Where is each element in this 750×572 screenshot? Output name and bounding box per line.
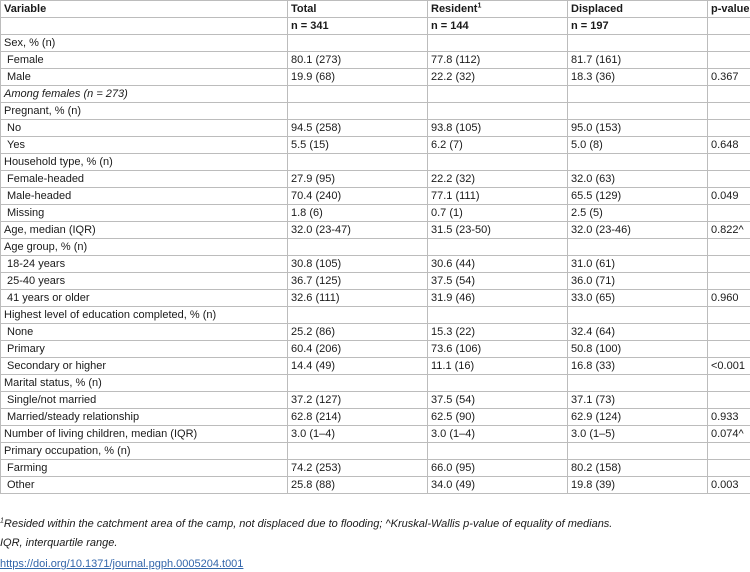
cell-total: 5.5 (15) [288,137,428,154]
cell-pvalue: 0.822^ [708,222,750,239]
row-label: Farming [1,460,288,477]
cell-pvalue [708,171,750,188]
row-label: Age, median (IQR) [1,222,288,239]
table-row [1,426,750,443]
table-row [1,188,750,205]
cell-total [288,103,428,120]
cell-total [288,443,428,460]
cell-resident: 11.1 (16) [428,358,568,375]
cell-pvalue [708,324,750,341]
cell-resident [428,239,568,256]
table-row [1,222,750,239]
cell-displaced: 19.8 (39) [568,477,708,494]
cell-displaced [568,443,708,460]
cell-displaced: 18.3 (36) [568,69,708,86]
cell-pvalue: <0.001 [708,358,750,375]
subheader-resident: n = 144 [428,18,568,35]
table-row [1,239,750,256]
cell-total [288,375,428,392]
cell-displaced [568,154,708,171]
header-total: Total [288,1,428,18]
table-row [1,154,750,171]
table-row [1,171,750,188]
header-variable: Variable [1,1,288,18]
cell-resident: 73.6 (106) [428,341,568,358]
cell-total: 70.4 (240) [288,188,428,205]
table-row [1,86,750,103]
cell-displaced: 32.4 (64) [568,324,708,341]
row-label: Number of living children, median (IQR) [1,426,288,443]
row-label: Marital status, % (n) [1,375,288,392]
row-label: Primary [1,341,288,358]
cell-pvalue [708,443,750,460]
table-row [1,307,750,324]
row-label: Married/steady relationship [1,409,288,426]
table-row [1,375,750,392]
cell-displaced: 95.0 (153) [568,120,708,137]
cell-pvalue: 0.003 [708,477,750,494]
row-label: Single/not married [1,392,288,409]
row-label: Age group, % (n) [1,239,288,256]
footnote-2: IQR, interquartile range. [0,537,118,549]
row-label: 41 years or older [1,290,288,307]
cell-displaced [568,375,708,392]
cell-total: 37.2 (127) [288,392,428,409]
cell-displaced [568,239,708,256]
table-row [1,341,750,358]
cell-resident: 31.5 (23-50) [428,222,568,239]
cell-displaced: 80.2 (158) [568,460,708,477]
footnote-1: $^1$Resided within the catchment area of the camp, not displaced due to flooding; ^Kruskal-Wallis p-value of equality of medians. [0,517,613,530]
cell-displaced: 81.7 (161) [568,52,708,69]
cell-resident [428,443,568,460]
table-row [1,256,750,273]
doi-link[interactable]: https://doi.org/10.1371/journal.pgph.0005204.t001 [0,558,244,570]
cell-pvalue: 0.648 [708,137,750,154]
cell-resident: 0.7 (1) [428,205,568,222]
cell-total: 25.2 (86) [288,324,428,341]
cell-pvalue: 0.933 [708,409,750,426]
cell-pvalue [708,273,750,290]
cell-pvalue [708,35,750,52]
header-row [1,1,750,18]
cell-displaced: 33.0 (65) [568,290,708,307]
cell-pvalue [708,392,750,409]
table-row [1,35,750,52]
cell-displaced: 31.0 (61) [568,256,708,273]
row-label: Female [1,52,288,69]
cell-displaced [568,86,708,103]
table-row [1,120,750,137]
row-label: Missing [1,205,288,222]
cell-total: 36.7 (125) [288,273,428,290]
cell-total: 1.8 (6) [288,205,428,222]
cell-pvalue [708,86,750,103]
cell-resident: 34.0 (49) [428,477,568,494]
cell-pvalue [708,120,750,137]
cell-pvalue: 0.074^ [708,426,750,443]
cell-displaced: 50.8 (100) [568,341,708,358]
subheader-displaced: n = 197 [568,18,708,35]
row-label: Female-headed [1,171,288,188]
cell-pvalue [708,307,750,324]
cell-total: 19.9 (68) [288,69,428,86]
row-label: Yes [1,137,288,154]
row-label: No [1,120,288,137]
cell-pvalue: 0.049 [708,188,750,205]
cell-resident: 22.2 (32) [428,69,568,86]
footnote-1-marker: 1 [0,517,4,525]
row-label: 25-40 years [1,273,288,290]
cell-total: 3.0 (1–4) [288,426,428,443]
cell-resident: 77.1 (111) [428,188,568,205]
row-label: Primary occupation, % (n) [1,443,288,460]
subheader-variable [1,18,288,35]
subheader-total: n = 341 [288,18,428,35]
table-row [1,477,750,494]
cell-total [288,35,428,52]
table-row [1,358,750,375]
cell-total: 62.8 (214) [288,409,428,426]
cell-total [288,154,428,171]
header-resident-footnote-marker: 1 [477,2,482,10]
cell-total [288,86,428,103]
cell-resident: 15.3 (22) [428,324,568,341]
cell-total: 74.2 (253) [288,460,428,477]
table-row [1,324,750,341]
cell-resident: 37.5 (54) [428,392,568,409]
cell-pvalue [708,460,750,477]
cell-total [288,307,428,324]
cell-displaced [568,103,708,120]
cell-total: 30.8 (105) [288,256,428,273]
row-label: Secondary or higher [1,358,288,375]
cell-total: 60.4 (206) [288,341,428,358]
cell-pvalue: 0.367 [708,69,750,86]
cell-displaced: 16.8 (33) [568,358,708,375]
cell-displaced: 37.1 (73) [568,392,708,409]
cell-resident: 66.0 (95) [428,460,568,477]
cell-pvalue [708,239,750,256]
cell-total: 27.9 (95) [288,171,428,188]
cell-displaced: 32.0 (63) [568,171,708,188]
cell-total: 80.1 (273) [288,52,428,69]
row-label: Sex, % (n) [1,35,288,52]
row-label: Pregnant, % (n) [1,103,288,120]
cell-resident [428,86,568,103]
cell-total: 25.8 (88) [288,477,428,494]
cell-pvalue: 0.960 [708,290,750,307]
header-pvalue: p-value [708,1,750,18]
cell-displaced [568,35,708,52]
cell-resident [428,375,568,392]
cell-resident: 37.5 (54) [428,273,568,290]
cell-displaced: 36.0 (71) [568,273,708,290]
cell-pvalue [708,205,750,222]
row-label: Among females (n = 273) [1,86,288,103]
cell-total: 32.6 (111) [288,290,428,307]
table-row [1,392,750,409]
row-label: Highest level of education completed, % (n) [1,307,288,324]
table-row [1,205,750,222]
cell-total: 94.5 (258) [288,120,428,137]
cell-total [288,239,428,256]
cell-pvalue [708,341,750,358]
cell-displaced: 2.5 (5) [568,205,708,222]
cell-total: 14.4 (49) [288,358,428,375]
cell-pvalue [708,103,750,120]
row-label: Household type, % (n) [1,154,288,171]
cell-pvalue [708,256,750,273]
cell-pvalue [708,52,750,69]
table-row [1,409,750,426]
subheader-pvalue [708,18,750,35]
header-resident: Resident$^1$ [428,1,568,18]
cell-displaced: 5.0 (8) [568,137,708,154]
row-label: Male [1,69,288,86]
cell-pvalue [708,375,750,392]
row-label: None [1,324,288,341]
cell-resident: 77.8 (112) [428,52,568,69]
table-row [1,69,750,86]
table-row [1,273,750,290]
table-row [1,103,750,120]
cell-displaced: 3.0 (1–5) [568,426,708,443]
cell-resident [428,35,568,52]
cell-resident: 3.0 (1–4) [428,426,568,443]
table-row [1,290,750,307]
cell-displaced [568,307,708,324]
cell-resident [428,154,568,171]
table-row [1,137,750,154]
cell-resident: 22.2 (32) [428,171,568,188]
row-label: Other [1,477,288,494]
table-row [1,460,750,477]
cell-displaced: 65.5 (129) [568,188,708,205]
cell-pvalue [708,154,750,171]
subheader-row [1,18,750,35]
cell-displaced: 32.0 (23-46) [568,222,708,239]
cell-resident: 93.8 (105) [428,120,568,137]
cell-resident [428,103,568,120]
cell-resident: 6.2 (7) [428,137,568,154]
header-displaced: Displaced [568,1,708,18]
cell-resident: 62.5 (90) [428,409,568,426]
cell-resident: 31.9 (46) [428,290,568,307]
row-label: 18-24 years [1,256,288,273]
cell-displaced: 62.9 (124) [568,409,708,426]
row-label: Male-headed [1,188,288,205]
cell-total: 32.0 (23-47) [288,222,428,239]
table-row [1,443,750,460]
cell-resident [428,307,568,324]
cell-resident: 30.6 (44) [428,256,568,273]
table-row [1,52,750,69]
